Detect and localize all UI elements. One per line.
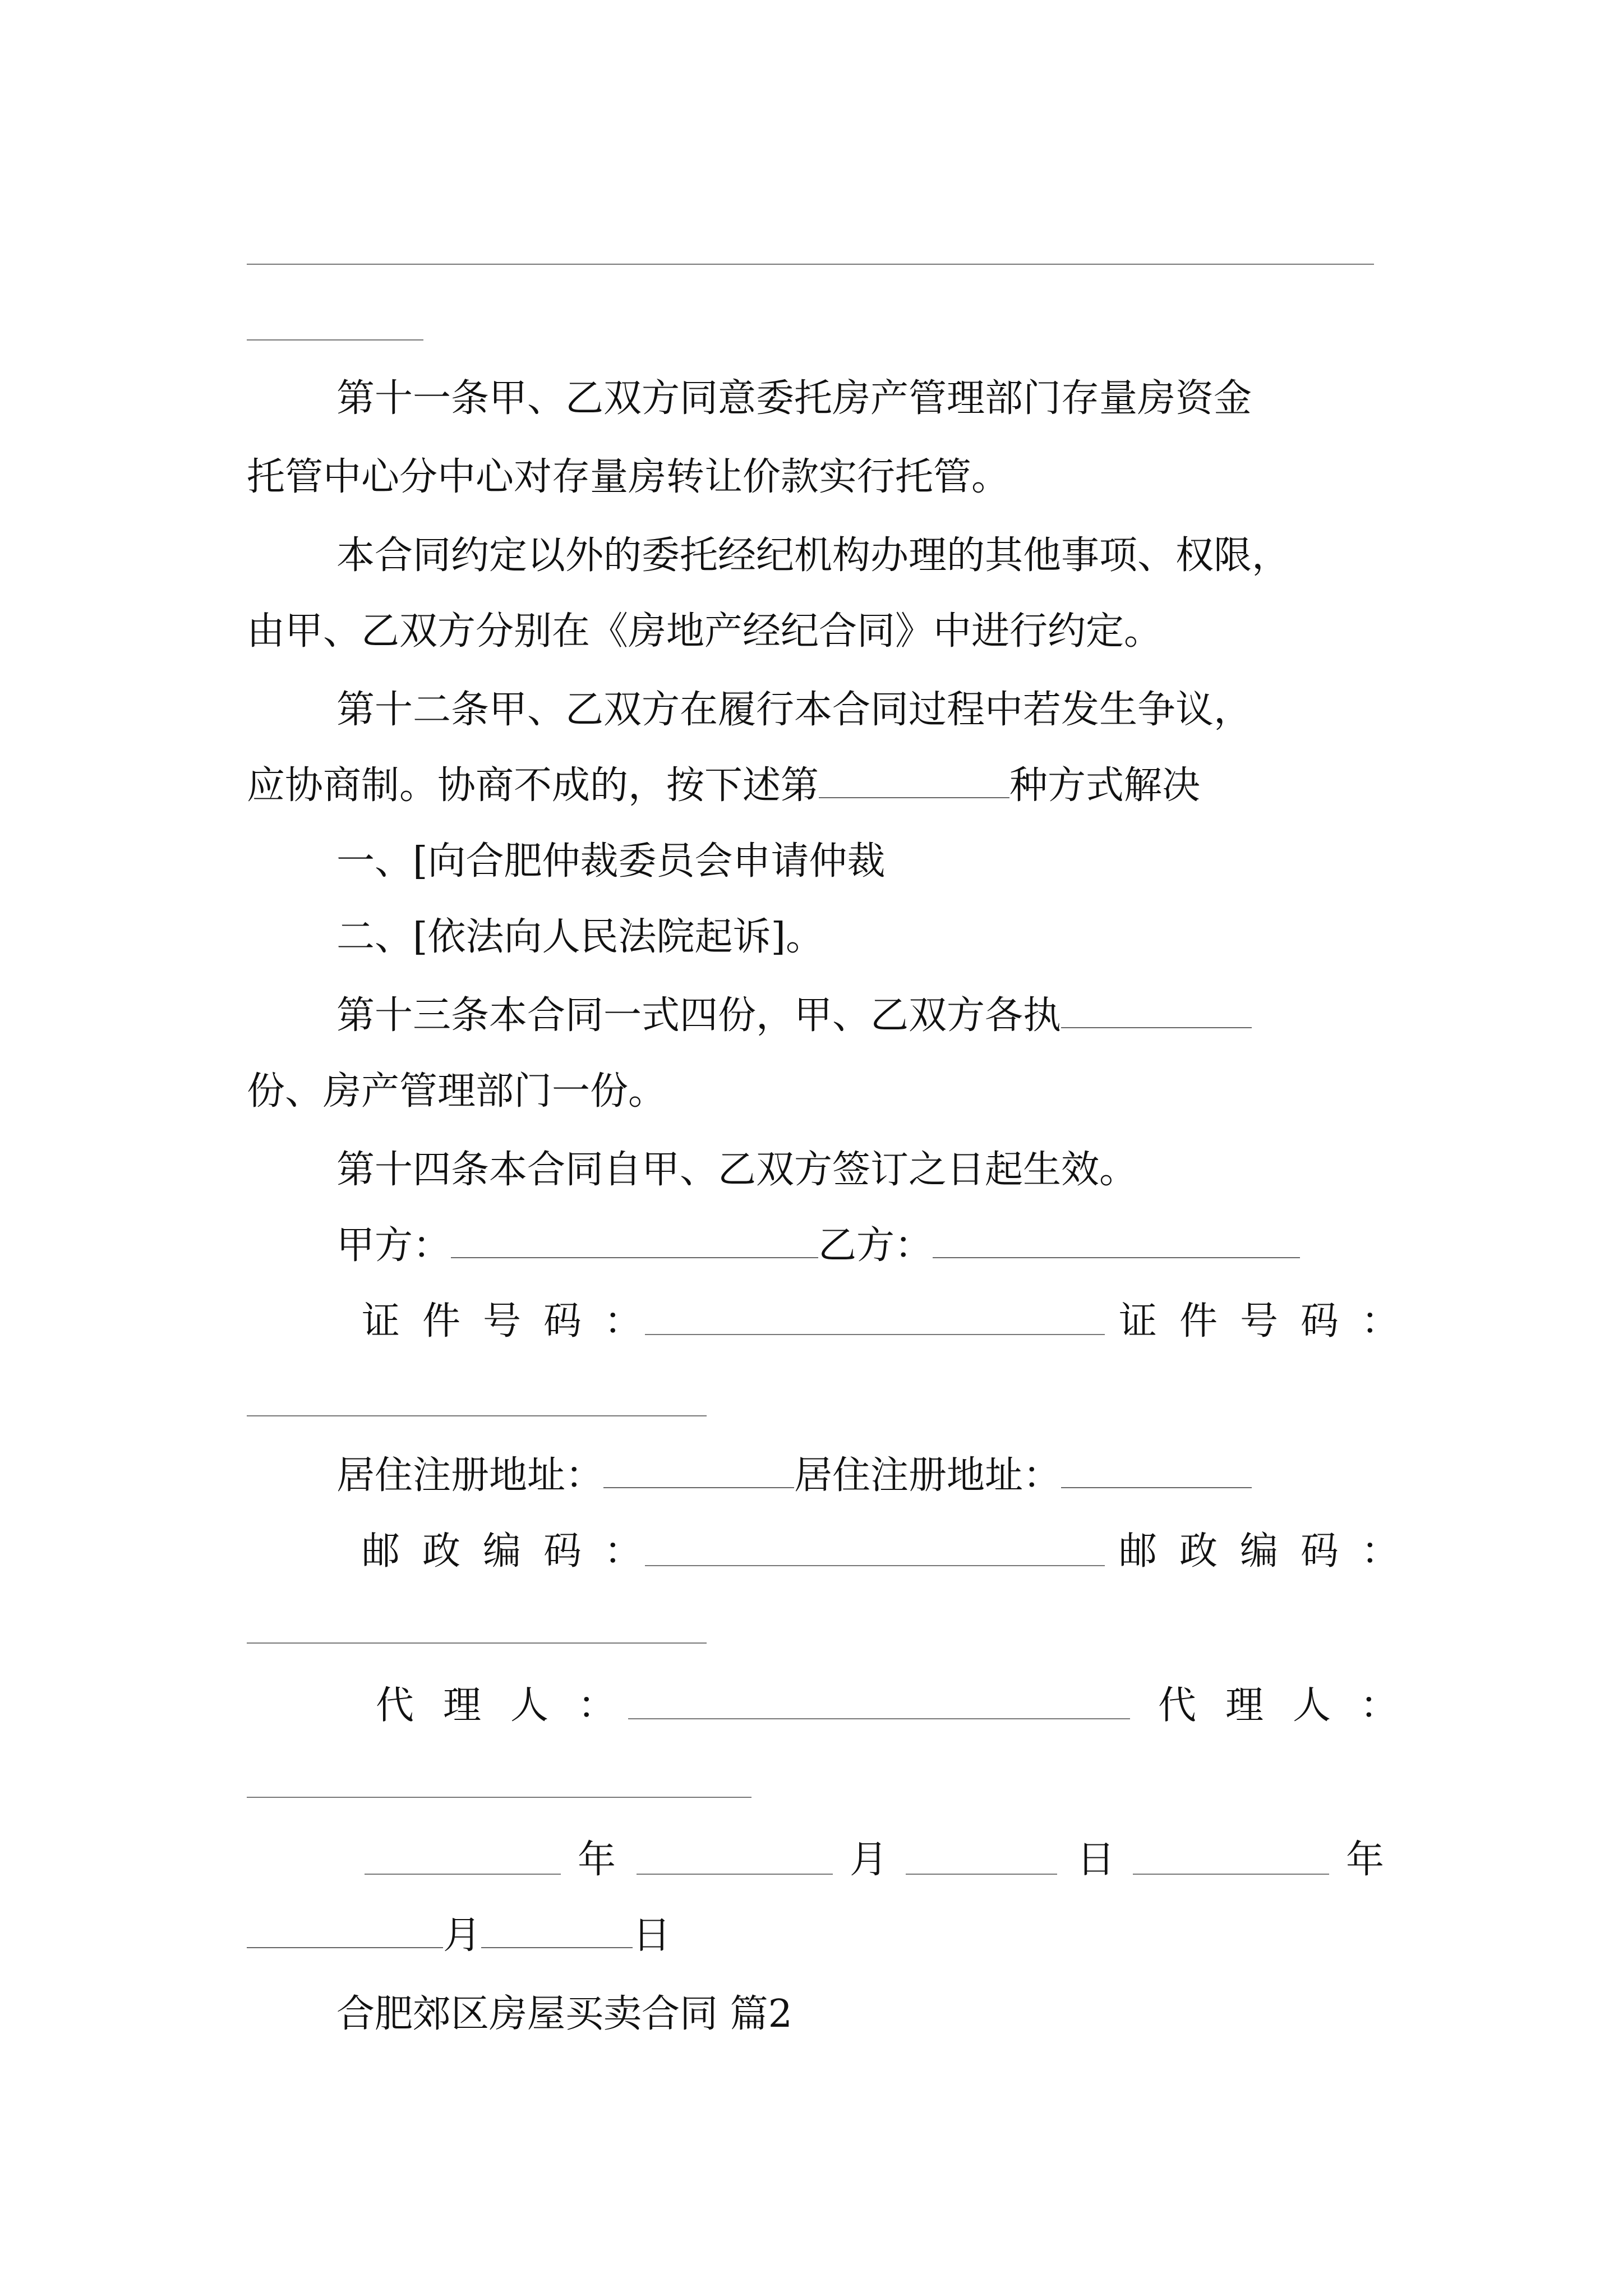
article-12-line-2 (247, 760, 1391, 812)
next-section-title: 合肥郊区房屋买卖合同 篇2 (336, 1992, 792, 2036)
year-label-a: 年 (578, 1838, 616, 1882)
party-a-blank[interactable] (451, 1223, 818, 1258)
dispute-option-2: 二、[依法向人民法院起诉]。 (336, 915, 824, 959)
party-b-agent-blank[interactable] (247, 1797, 751, 1798)
party-a-label: 甲方： (336, 1223, 451, 1268)
party-a-year-blank[interactable] (365, 1874, 561, 1875)
party-a-postcode-label: 邮政编码： (362, 1529, 665, 1573)
party-b-year-blank[interactable] (1133, 1874, 1329, 1875)
party-b-day-blank[interactable] (481, 1913, 633, 1948)
article-11-line-1: 第十一条甲、乙双方同意委托房产管理部门存量房资金 (336, 376, 1252, 421)
address-row (336, 1450, 1481, 1502)
article-12-line-2-pre: 应协商制。协商不成的，按下述第 (247, 763, 819, 808)
article-12-line-1: 第十二条甲、乙双方在履行本合同过程中若发生争议， (336, 688, 1252, 732)
party-b-date-row (247, 1910, 1391, 1962)
dispute-method-blank[interactable] (819, 763, 1009, 798)
article-13-line-2: 份、房产管理部门一份。 (247, 1069, 667, 1114)
party-b-label: 乙方： (818, 1223, 933, 1268)
article-13-line-1-pre: 第十三条本合同一式四份，甲、乙双方各执 (336, 993, 1062, 1038)
parties-row (336, 1220, 1481, 1272)
article-14-line-1: 第十四条本合同自甲、乙双方签订之日起生效。 (336, 1148, 1138, 1192)
party-b-month-blank[interactable] (247, 1913, 443, 1948)
day-label-b: 日 (633, 1913, 671, 1958)
party-a-id-label: 证件号码： (362, 1299, 665, 1343)
article-13-line-1 (336, 990, 1481, 1042)
party-a-day-blank[interactable] (906, 1874, 1057, 1875)
party-b-postcode-label: 邮政编码： (1119, 1529, 1422, 1573)
year-label-b: 年 (1346, 1838, 1385, 1882)
article-12-line-2-post: 种方式解决 (1009, 763, 1201, 808)
party-b-address-label: 居住注册地址： (794, 1453, 1062, 1498)
party-a-id-blank[interactable] (645, 1334, 1105, 1335)
month-label-a: 月 (850, 1838, 888, 1882)
dispute-option-1: 一、[向合肥仲裁委员会申请仲裁 (336, 839, 886, 884)
party-a-month-blank[interactable] (637, 1874, 833, 1875)
copies-blank[interactable] (1061, 993, 1252, 1028)
party-a-address-blank[interactable] (603, 1453, 794, 1488)
party-b-id-label: 证件号码： (1119, 1299, 1422, 1343)
party-a-agent-blank[interactable] (628, 1718, 1130, 1719)
party-b-address-blank[interactable] (1061, 1453, 1252, 1488)
party-b-blank[interactable] (933, 1223, 1300, 1258)
party-a-agent-label: 代理人： (376, 1683, 645, 1728)
month-label-b: 月 (443, 1913, 482, 1958)
party-a-postcode-blank[interactable] (645, 1565, 1105, 1566)
party-b-id-blank[interactable] (247, 1415, 707, 1416)
other-matters-line-1: 本合同约定以外的委托经纪机构办理的其他事项、权限， (336, 533, 1290, 578)
article-11-line-2: 托管中心分中心对存量房转让价款实行托管。 (247, 455, 1010, 499)
party-b-postcode-blank[interactable] (247, 1642, 707, 1644)
other-matters-line-2: 由甲、乙双方分别在《房地产经纪合同》中进行约定。 (247, 609, 1163, 654)
party-b-agent-label: 代理人： (1158, 1683, 1428, 1728)
party-a-address-label: 居住注册地址： (336, 1453, 604, 1498)
blank-line (247, 339, 423, 341)
day-label-a: 日 (1077, 1838, 1115, 1882)
blank-line (247, 264, 1374, 265)
